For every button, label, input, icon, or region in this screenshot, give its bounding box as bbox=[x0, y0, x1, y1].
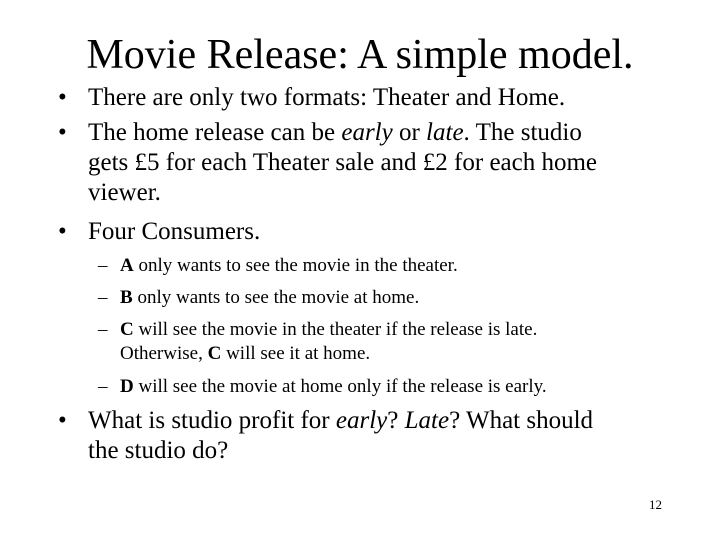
text-run: only wants to see the movie at home. bbox=[132, 287, 420, 308]
sub-bullet-text-line bbox=[120, 319, 680, 341]
sub-bullet-text-line bbox=[120, 343, 680, 365]
bullet-text: Four Consumers. bbox=[88, 218, 261, 245]
consumer-label: B bbox=[120, 287, 133, 308]
question-line bbox=[88, 406, 688, 436]
dash-marker: – bbox=[98, 376, 108, 397]
consumer-label: C bbox=[207, 343, 222, 364]
text-run-italic: early bbox=[341, 119, 393, 146]
text-run: or bbox=[392, 119, 427, 146]
sub-bullet-text bbox=[120, 255, 680, 277]
text-run: What is studio profit for bbox=[88, 407, 336, 434]
text-run: will see the movie in the theater if the release is late. bbox=[133, 319, 538, 340]
text-run-italic: Late bbox=[404, 407, 450, 434]
sub-bullet-text bbox=[120, 376, 680, 398]
dash-marker: – bbox=[98, 287, 108, 308]
dash-marker: – bbox=[98, 255, 108, 276]
consumer-label: C bbox=[120, 319, 134, 340]
text-run: ? bbox=[387, 407, 405, 434]
consumer-label: A bbox=[120, 255, 134, 276]
bullet-marker: • bbox=[58, 119, 67, 146]
bullet-marker: • bbox=[58, 407, 67, 434]
text-run: will see the movie at home only if the release is early. bbox=[133, 376, 547, 397]
question-line: the studio do? bbox=[88, 437, 229, 464]
bullet-text: There are only two formats: Theater and Home. bbox=[88, 84, 566, 111]
text-run: Otherwise, bbox=[120, 343, 208, 364]
bullet-text-line: gets £5 for each Theater sale and £2 for each home bbox=[88, 149, 598, 176]
slide-title: Movie Release: A simple model. bbox=[86, 32, 634, 78]
bullet-text-line bbox=[88, 118, 688, 148]
text-run-italic: early bbox=[335, 407, 388, 434]
text-run: will see it at home. bbox=[221, 343, 371, 364]
text-run: only wants to see the movie in the theater. bbox=[133, 255, 458, 276]
sub-bullet-text bbox=[120, 287, 680, 309]
page-number: 12 bbox=[649, 497, 662, 512]
dash-marker: – bbox=[98, 319, 108, 340]
text-run: . The studio bbox=[463, 119, 582, 146]
text-run: ? What should bbox=[449, 407, 594, 434]
bullet-text-line: viewer. bbox=[88, 179, 161, 206]
text-run-italic: late bbox=[426, 119, 464, 146]
bullet-marker: • bbox=[58, 84, 67, 111]
consumer-label: D bbox=[120, 376, 134, 397]
bullet-marker: • bbox=[58, 218, 67, 245]
text-run: The home release can be bbox=[88, 119, 342, 146]
